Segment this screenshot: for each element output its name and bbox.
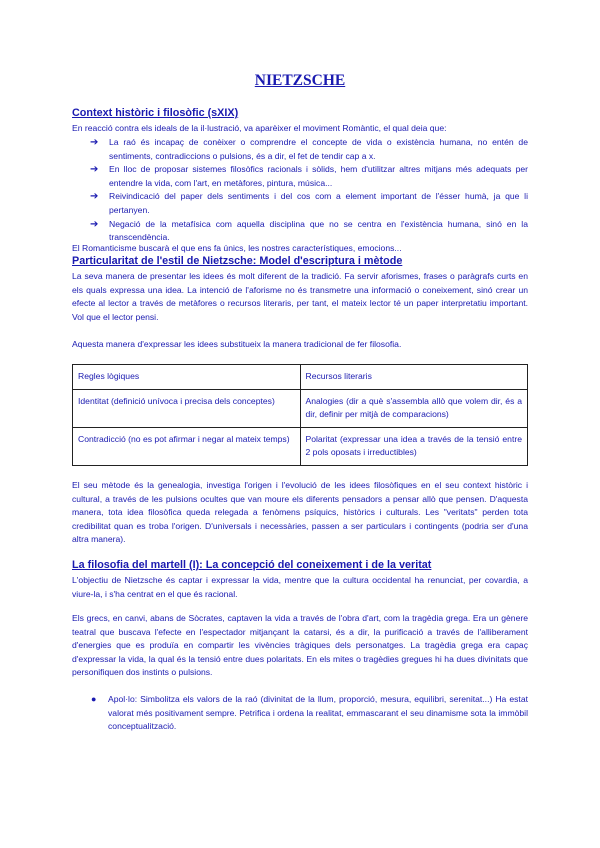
page-title: NIETZSCHE: [254, 72, 346, 89]
bullet-dot-icon: ●: [91, 694, 97, 704]
arrow-right-icon: ➔: [90, 137, 99, 148]
list-item: ➔ La raó és incapaç de conèixer o comprendre el concepte de vida o existència humana, no entén de sentiments, contradiccions o pulsions, és a dir, el fet de tendir cap a x.: [90, 137, 528, 161]
table-cell: Analogies (dir a què s'assembla allò que volem dir, és a dir, definir per mitjà de comparacions): [300, 389, 528, 427]
section-heading-style: Particularitat de l'estil de Nietzsche: Model d'escriptura i mètode: [72, 255, 403, 267]
comparison-table: [72, 364, 528, 466]
style-paragraph-1: La seva manera de presentar les idees és molt diferent de la tradició. Fa servir aforismes, frases o paràgrafs curts en els quals expressa una idea. La intenció de l'aforisme no és transmetre una informació o coneixement, sinó crear un efecte al lector a través de metàfores o recursos literaris, per tant, el mateix lector té un paper interpretatiu important. Vol que el lector pensi.: [72, 271, 528, 322]
arrow-right-icon: ➔: [90, 191, 99, 203]
section-heading-context: Context històric i filosòfic (sXIX): [72, 107, 239, 119]
list-item: ● Apol·lo: Simbolitza els valors de la raó (divinitat de la llum, proporció, mesura, equilibri, serenitat...) Ha estat valorat més positivament sempre. Petrifica i ordena la realitat, emmascarant el seu dinamisme sota la immòbil conceptualització.: [91, 694, 528, 732]
hammer-paragraph-2: Els grecs, en canvi, abans de Sòcrates, captaven la vida a través de l'obra d'art, com la tragèdia grega. Era un gènere teatral que buscava l'efecte en l'espectador mitjançant la catarsi, és a dir, la purificació a través de l'alliberament d'energies que es produïa en compartir les vivències tràgiques dels personatges. La tragèdia grega era capaç d'expressar la vida, la qual és la tensió entre dues polaritats. En els mites o tragèdies gregues hi ha dues divinitats que personifiquen dos instints o pulsions.: [72, 613, 528, 678]
table-header-row: [73, 365, 528, 390]
style-paragraph-2: Aquesta manera d'expressar les idees substitueix la manera tradicional de fer filosofia.: [72, 339, 402, 349]
list-item: ➔ Reivindicació del paper dels sentiments i del cos com a element important de l'ésser humà, ja que li pertanyen.: [90, 191, 528, 215]
hammer-paragraph-1: L'objectiu de Nietzsche és captar i expressar la vida, mentre que la cultura occidental ha renunciat, per covardia, a viure-la, i s'ha centrat en el que és racional.: [72, 575, 528, 599]
list-item: ➔ Negació de la metafísica com aquella disciplina que no se centra en l'existència humana, sinó en la transcendència.: [90, 218, 528, 243]
romanticism-list: [90, 136, 528, 245]
list-item: ➔ En lloc de proposar sistemes filosòfics racionals i sòlids, hem d'utilitzar altres mitjans més adequats per entendre la vida, com l'art, en metàfores, pintura, música...: [90, 164, 528, 188]
arrow-right-icon: ➔: [90, 164, 99, 176]
table-header-cell: Recursos literaris: [300, 365, 528, 390]
table-row: [73, 427, 528, 465]
table-row: [73, 389, 528, 427]
section-heading-hammer: La filosofia del martell (I): La concepció del coneixement i de la veritat: [72, 559, 432, 571]
section-context-outro: El Romanticisme buscarà el que ens fa únics, les nostres característiques, emocions...: [72, 243, 402, 253]
arrow-right-icon: ➔: [90, 218, 99, 230]
table-cell: Contradicció (no es pot afirmar i negar al mateix temps): [73, 427, 301, 465]
table-cell: Polaritat (expressar una idea a través de la tensió entre 2 pols oposats i irreductibles): [300, 427, 528, 465]
table-cell: Identitat (definició unívoca i precisa dels conceptes): [73, 389, 301, 427]
method-paragraph: El seu mètode és la genealogia, investiga l'origen i l'evolució de les idees filosòfiques en el seu context històric i cultural, a través de les pulsions ocultes que van moure els diferents pensadors a pensar allò que pensen. D'aquesta manera, tota idea filosòfica queda relegada a fenòmens psíquics, històrics i culturals. Les "veritats" perden tota credibilitat quan es troba l'origen. D'universals i necessàries, passen a ser particulars i contingents (podria ser d'una altra manera).: [72, 480, 528, 545]
divinities-list: [90, 693, 528, 734]
table-header-cell: Regles lògiques: [73, 365, 301, 390]
section-context-intro: En reacció contra els ideals de la il·lustració, va aparèixer el moviment Romàntic, el qual deia que:: [72, 123, 447, 133]
